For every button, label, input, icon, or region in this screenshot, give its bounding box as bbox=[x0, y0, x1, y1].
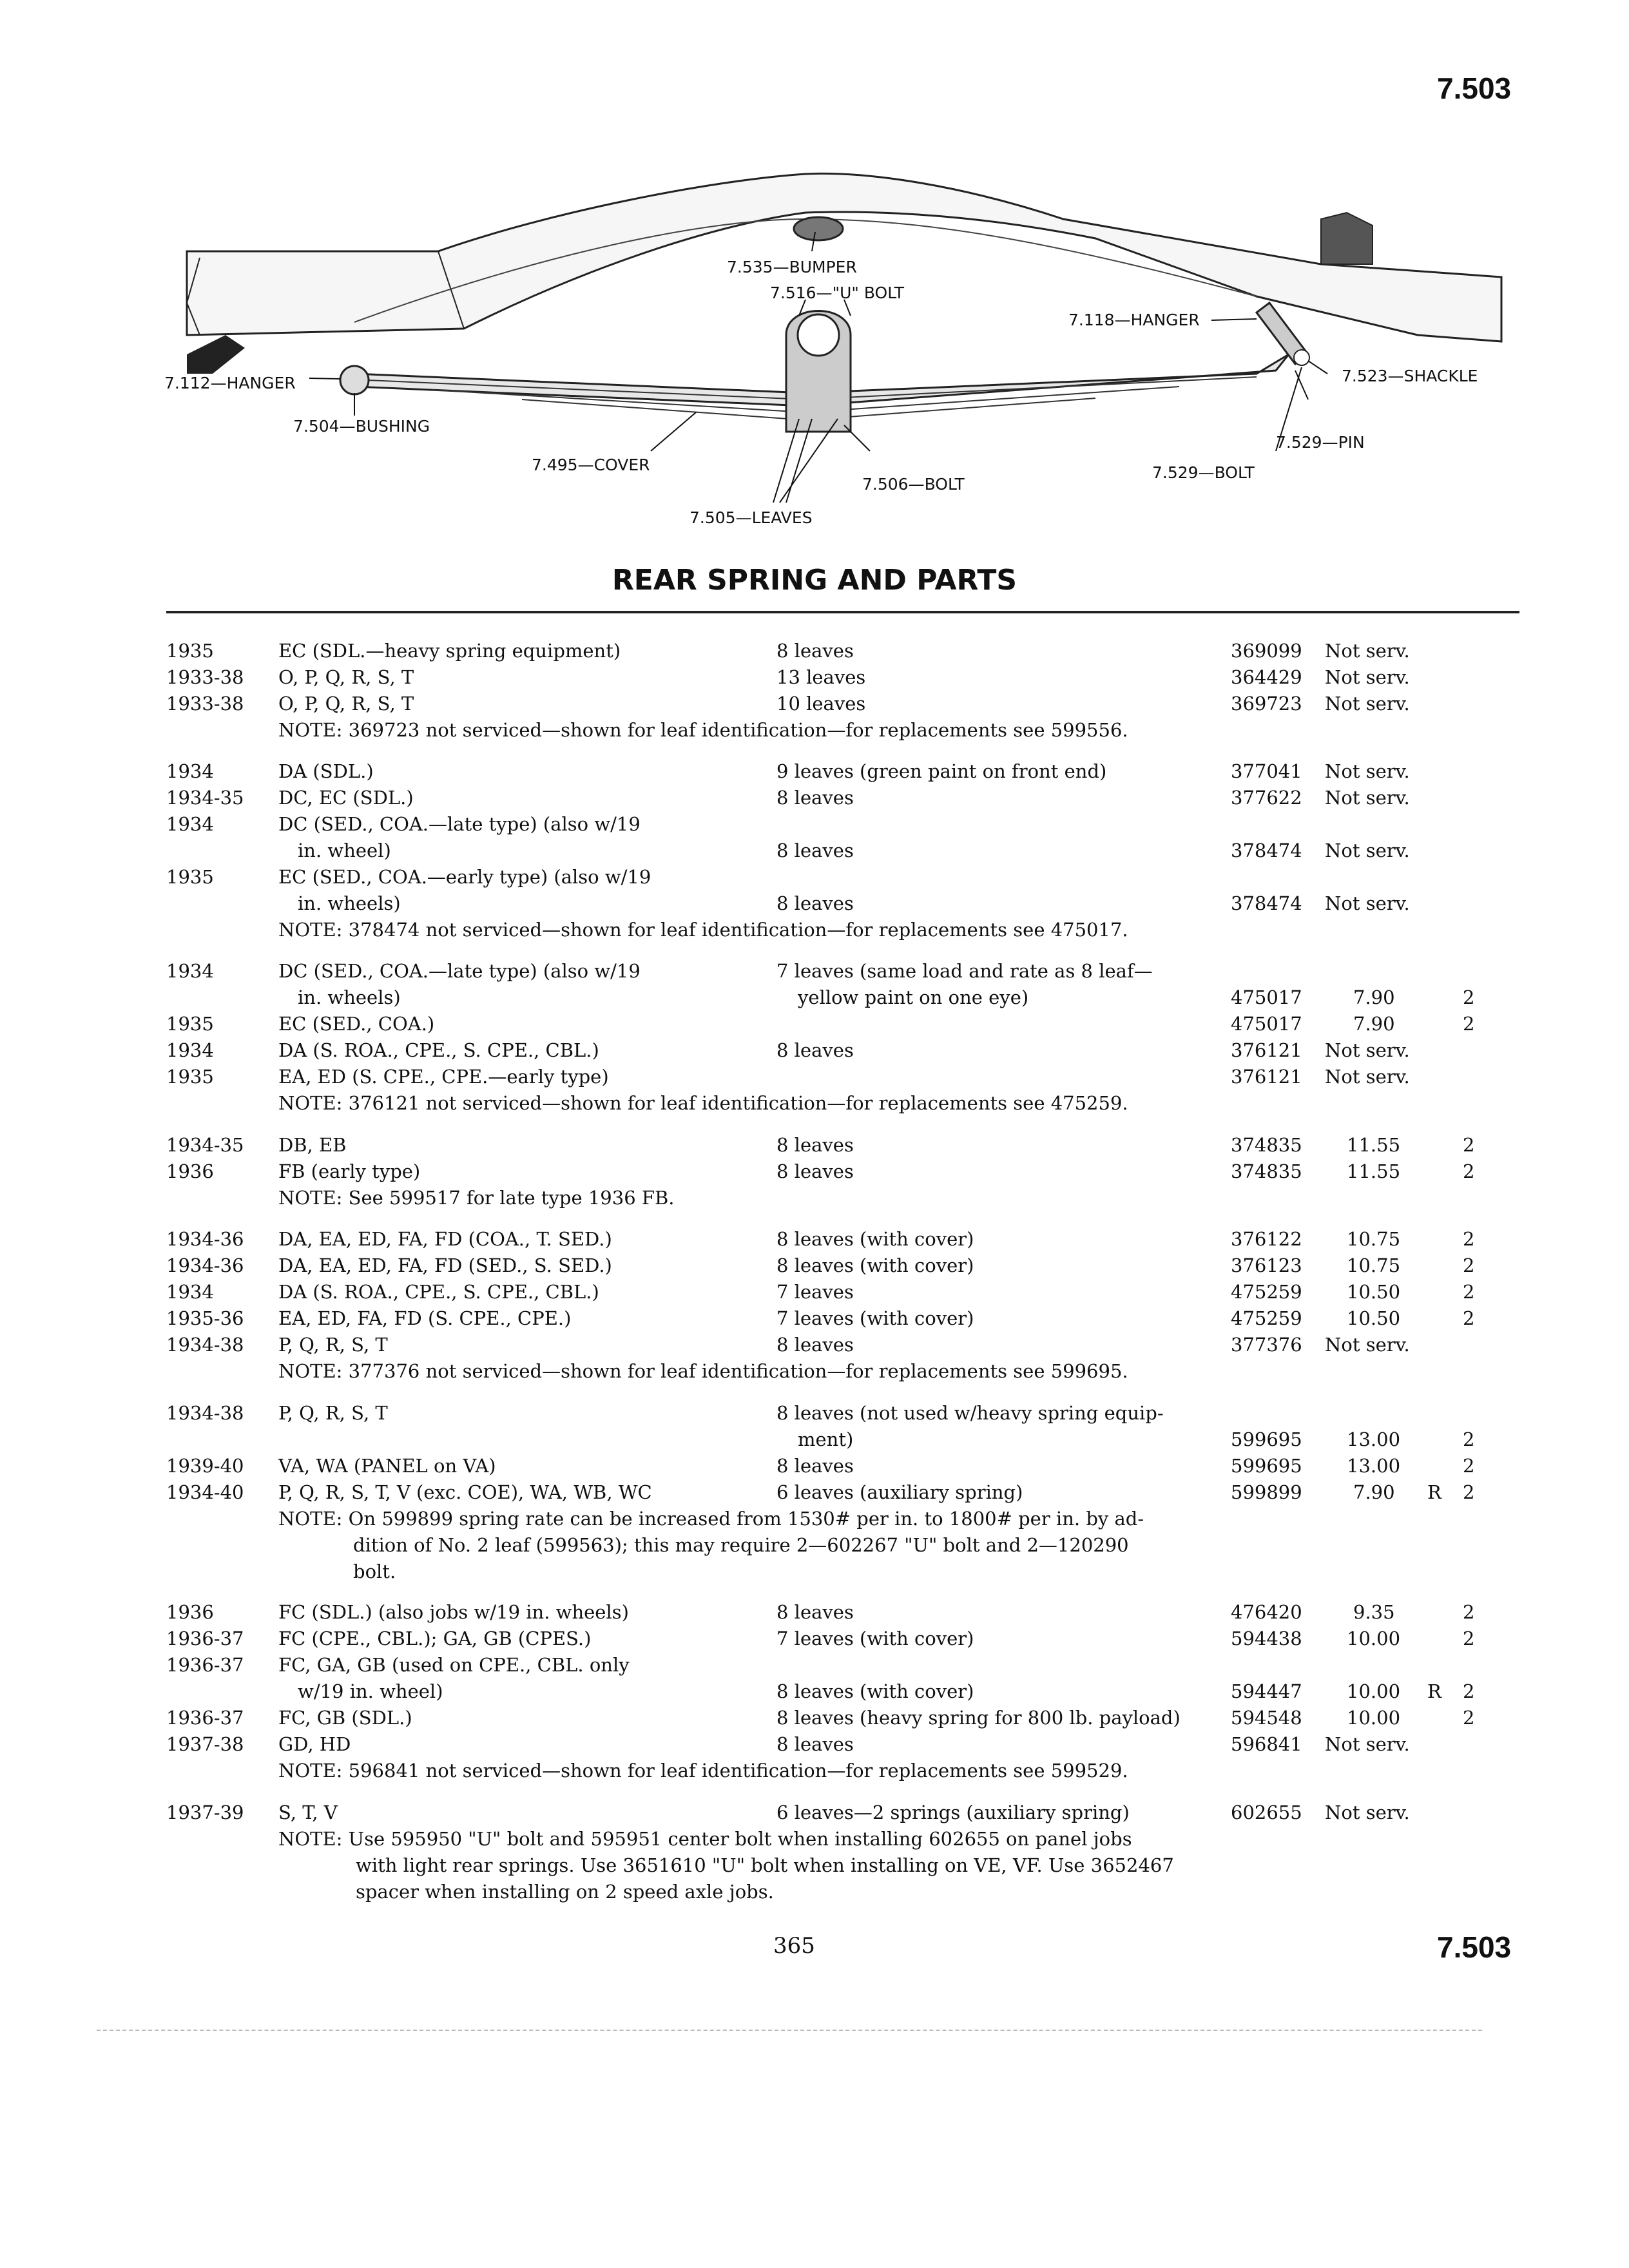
model-cell: w/19 in. wheel) bbox=[298, 1680, 443, 1702]
bushing-shape bbox=[340, 366, 369, 394]
note-text: NOTE: 369723 not serviced—shown for leaf identification—for replacements see 599556. bbox=[278, 719, 1128, 741]
part-number-cell: 475259 bbox=[1231, 1307, 1302, 1329]
label-leaves: 7.505—LEAVES bbox=[689, 508, 813, 527]
part-number-cell: 376121 bbox=[1231, 1039, 1302, 1061]
part-number-cell: 594438 bbox=[1231, 1628, 1302, 1649]
part-number-cell: 476420 bbox=[1231, 1601, 1302, 1623]
table-row bbox=[0, 813, 1629, 840]
r-cell: R bbox=[1427, 1680, 1441, 1702]
leaves-cell: 8 leaves bbox=[776, 640, 854, 662]
table-row bbox=[0, 960, 1629, 987]
label-pin: 7.529—PIN bbox=[1276, 433, 1365, 452]
year-cell: 1935 bbox=[166, 1013, 214, 1035]
qty-cell: 2 bbox=[1463, 986, 1475, 1008]
note-text: dition of No. 2 leaf (599563); this may require 2—602267 "U" bolt and 2—120290 bbox=[353, 1534, 1129, 1556]
year-cell: 1936-37 bbox=[166, 1707, 244, 1729]
leaves-cell: ment) bbox=[798, 1428, 854, 1450]
note-text: bolt. bbox=[353, 1561, 396, 1582]
model-cell: O, P, Q, R, S, T bbox=[278, 693, 414, 715]
rear-spring-diagram bbox=[161, 142, 1547, 554]
part-number-cell: 378474 bbox=[1231, 892, 1302, 914]
price-cell: Not serv. bbox=[1325, 1066, 1410, 1088]
leaves-cell: 8 leaves bbox=[776, 1455, 854, 1477]
table-row bbox=[0, 840, 1629, 867]
leaves-cell: 8 leaves bbox=[776, 787, 854, 809]
table-row bbox=[0, 1428, 1629, 1456]
model-cell: EA, ED (S. CPE., CPE.—early type) bbox=[278, 1066, 609, 1088]
leaves-cell: 8 leaves (with cover) bbox=[776, 1254, 974, 1276]
note-text: spacer when installing on 2 speed axle jobs. bbox=[356, 1881, 774, 1903]
year-cell: 1935-36 bbox=[166, 1307, 244, 1329]
table-row bbox=[0, 1455, 1629, 1482]
qty-cell: 2 bbox=[1463, 1707, 1475, 1729]
price-cell: 10.00 bbox=[1347, 1628, 1401, 1649]
table-row bbox=[0, 1228, 1629, 1255]
table-row bbox=[0, 693, 1629, 720]
price-cell: 7.90 bbox=[1353, 1013, 1395, 1035]
year-cell: 1934-35 bbox=[166, 1134, 244, 1156]
table-row bbox=[0, 1307, 1629, 1334]
part-number-cell: 369099 bbox=[1231, 640, 1302, 662]
model-cell: EC (SED., COA.) bbox=[278, 1013, 435, 1035]
model-cell: EA, ED, FA, FD (S. CPE., CPE.) bbox=[278, 1307, 572, 1329]
year-cell: 1935 bbox=[166, 866, 214, 888]
leaves-cell: 8 leaves bbox=[776, 1601, 854, 1623]
note-text: with light rear springs. Use 3651610 "U" bolt when installing on VE, VF. Use 3652467 bbox=[356, 1854, 1174, 1876]
leaves-cell: 8 leaves bbox=[776, 1039, 854, 1061]
table-row bbox=[0, 1334, 1629, 1361]
year-cell: 1934 bbox=[166, 1039, 214, 1061]
label-bushing: 7.504—BUSHING bbox=[293, 417, 430, 436]
table-row bbox=[0, 1601, 1629, 1628]
model-cell: DA, EA, ED, FA, FD (COA., T. SED.) bbox=[278, 1228, 612, 1250]
part-number-cell: 377376 bbox=[1231, 1334, 1302, 1356]
table-row bbox=[0, 640, 1629, 667]
year-cell: 1936 bbox=[166, 1160, 214, 1182]
price-cell: Not serv. bbox=[1325, 1802, 1410, 1823]
part-number-cell: 599899 bbox=[1231, 1481, 1302, 1503]
table-row bbox=[0, 1402, 1629, 1429]
table-row bbox=[0, 986, 1629, 1014]
price-cell: 10.50 bbox=[1347, 1281, 1401, 1303]
r-cell: R bbox=[1427, 1481, 1441, 1503]
qty-cell: 2 bbox=[1463, 1228, 1475, 1250]
price-cell: 10.00 bbox=[1347, 1707, 1401, 1729]
year-cell: 1934 bbox=[166, 760, 214, 782]
table-row bbox=[0, 892, 1629, 919]
model-cell: GD, HD bbox=[278, 1733, 351, 1755]
year-cell: 1934-40 bbox=[166, 1481, 244, 1503]
note-text: NOTE: Use 595950 "U" bolt and 595951 center bolt when installing 602655 on panel jobs bbox=[278, 1828, 1132, 1850]
label-shackle: 7.523—SHACKLE bbox=[1342, 367, 1478, 385]
year-cell: 1934-36 bbox=[166, 1228, 244, 1250]
model-cell: DA (SDL.) bbox=[278, 760, 374, 782]
table-row bbox=[0, 1733, 1629, 1760]
part-number-cell: 596841 bbox=[1231, 1733, 1302, 1755]
part-number-cell: 377041 bbox=[1231, 760, 1302, 782]
year-cell: 1934-35 bbox=[166, 787, 244, 809]
leaves-cell: 8 leaves bbox=[776, 1334, 854, 1356]
leaves-cell: 8 leaves bbox=[776, 1134, 854, 1156]
qty-cell: 2 bbox=[1463, 1481, 1475, 1503]
part-number-cell: 594548 bbox=[1231, 1707, 1302, 1729]
table-row bbox=[0, 760, 1629, 787]
model-cell: DA, EA, ED, FA, FD (SED., S. SED.) bbox=[278, 1254, 612, 1276]
table-row bbox=[0, 1066, 1629, 1093]
leaves-cell: 7 leaves (same load and rate as 8 leaf— bbox=[776, 960, 1153, 982]
table-row bbox=[0, 1628, 1629, 1655]
price-cell: 10.75 bbox=[1347, 1228, 1401, 1250]
model-cell: DA (S. ROA., CPE., S. CPE., CBL.) bbox=[278, 1039, 599, 1061]
leaves-cell: 10 leaves bbox=[776, 693, 866, 715]
price-cell: 7.90 bbox=[1353, 986, 1395, 1008]
year-cell: 1935 bbox=[166, 640, 214, 662]
note-text: NOTE: See 599517 for late type 1936 FB. bbox=[278, 1187, 675, 1209]
qty-cell: 2 bbox=[1463, 1134, 1475, 1156]
label-hanger-right: 7.118—HANGER bbox=[1068, 311, 1200, 329]
price-cell: 11.55 bbox=[1347, 1160, 1401, 1182]
price-cell: 11.55 bbox=[1347, 1134, 1401, 1156]
price-cell: 10.50 bbox=[1347, 1307, 1401, 1329]
model-cell: FB (early type) bbox=[278, 1160, 421, 1182]
table-row bbox=[0, 1013, 1629, 1040]
leaves-cell: 8 leaves (with cover) bbox=[776, 1680, 974, 1702]
model-cell: in. wheels) bbox=[298, 892, 401, 914]
year-cell: 1933-38 bbox=[166, 693, 244, 715]
year-cell: 1935 bbox=[166, 1066, 214, 1088]
year-cell: 1936-37 bbox=[166, 1628, 244, 1649]
label-bolt-right: 7.529—BOLT bbox=[1152, 463, 1255, 482]
model-cell: FC, GA, GB (used on CPE., CBL. only bbox=[278, 1654, 630, 1676]
model-cell: O, P, Q, R, S, T bbox=[278, 666, 414, 688]
leaves-cell: 8 leaves bbox=[776, 1160, 854, 1182]
model-cell: EC (SDL.—heavy spring equipment) bbox=[278, 640, 621, 662]
year-cell: 1933-38 bbox=[166, 666, 244, 688]
part-number-cell: 475017 bbox=[1231, 1013, 1302, 1035]
model-cell: FC (SDL.) (also jobs w/19 in. wheels) bbox=[278, 1601, 629, 1623]
price-cell: Not serv. bbox=[1325, 892, 1410, 914]
leaves-cell: 8 leaves bbox=[776, 840, 854, 861]
price-cell: Not serv. bbox=[1325, 693, 1410, 715]
price-cell: Not serv. bbox=[1325, 840, 1410, 861]
part-number-cell: 475259 bbox=[1231, 1281, 1302, 1303]
model-cell: P, Q, R, S, T bbox=[278, 1402, 388, 1424]
left-hanger-shape bbox=[187, 335, 245, 374]
part-number-cell: 594447 bbox=[1231, 1680, 1302, 1702]
model-cell: DA (S. ROA., CPE., S. CPE., CBL.) bbox=[278, 1281, 599, 1303]
year-cell: 1934 bbox=[166, 813, 214, 835]
table-row bbox=[0, 1254, 1629, 1282]
price-cell: Not serv. bbox=[1325, 787, 1410, 809]
table-row bbox=[0, 1802, 1629, 1829]
title-rule bbox=[166, 611, 1519, 613]
qty-cell: 2 bbox=[1463, 1281, 1475, 1303]
leaves-cell: 8 leaves (heavy spring for 800 lb. payload) bbox=[776, 1707, 1181, 1729]
part-number-cell: 602655 bbox=[1231, 1802, 1302, 1823]
model-cell: DC, EC (SDL.) bbox=[278, 787, 414, 809]
label-bumper: 7.535—BUMPER bbox=[727, 258, 857, 276]
part-number-cell: 376123 bbox=[1231, 1254, 1302, 1276]
table-row bbox=[0, 1134, 1629, 1161]
price-cell: 10.75 bbox=[1347, 1254, 1401, 1276]
qty-cell: 2 bbox=[1463, 1428, 1475, 1450]
leaves-cell: 7 leaves (with cover) bbox=[776, 1628, 974, 1649]
page-title: REAR SPRING AND PARTS bbox=[612, 564, 1017, 597]
qty-cell: 2 bbox=[1463, 1680, 1475, 1702]
year-cell: 1936 bbox=[166, 1601, 214, 1623]
qty-cell: 2 bbox=[1463, 1628, 1475, 1649]
year-cell: 1937-39 bbox=[166, 1802, 244, 1823]
leaves-cell: 8 leaves bbox=[776, 892, 854, 914]
year-cell: 1936-37 bbox=[166, 1654, 244, 1676]
note-text: NOTE: 596841 not serviced—shown for leaf identification—for replacements see 599529. bbox=[278, 1760, 1128, 1782]
table-row bbox=[0, 1680, 1629, 1707]
leaves-cell: 8 leaves bbox=[776, 1733, 854, 1755]
model-cell: DB, EB bbox=[278, 1134, 347, 1156]
model-cell: VA, WA (PANEL on VA) bbox=[278, 1455, 496, 1477]
price-cell: Not serv. bbox=[1325, 1733, 1410, 1755]
qty-cell: 2 bbox=[1463, 1254, 1475, 1276]
leaves-cell: 8 leaves (not used w/heavy spring equip- bbox=[776, 1402, 1164, 1424]
part-number-cell: 475017 bbox=[1231, 986, 1302, 1008]
bumper-shape bbox=[794, 217, 843, 240]
model-cell: FC, GB (SDL.) bbox=[278, 1707, 412, 1729]
qty-cell: 2 bbox=[1463, 1307, 1475, 1329]
year-cell: 1934-38 bbox=[166, 1402, 244, 1424]
leaves-cell: 13 leaves bbox=[776, 666, 866, 688]
leaves-cell: 7 leaves (with cover) bbox=[776, 1307, 974, 1329]
table-row bbox=[0, 1160, 1629, 1187]
model-cell: DC (SED., COA.—late type) (also w/19 bbox=[278, 960, 641, 982]
part-number-cell: 378474 bbox=[1231, 840, 1302, 861]
price-cell: Not serv. bbox=[1325, 760, 1410, 782]
year-cell: 1934-38 bbox=[166, 1334, 244, 1356]
note-text: NOTE: 377376 not serviced—shown for leaf identification—for replacements see 599695. bbox=[278, 1360, 1128, 1382]
price-cell: Not serv. bbox=[1325, 640, 1410, 662]
table-row bbox=[0, 1039, 1629, 1066]
leaves-cell: yellow paint on one eye) bbox=[798, 986, 1029, 1008]
qty-cell: 2 bbox=[1463, 1455, 1475, 1477]
part-number-cell: 599695 bbox=[1231, 1455, 1302, 1477]
leaves-cell: 6 leaves (auxiliary spring) bbox=[776, 1481, 1023, 1503]
model-cell: P, Q, R, S, T bbox=[278, 1334, 388, 1356]
part-number-cell: 599695 bbox=[1231, 1428, 1302, 1450]
year-cell: 1939-40 bbox=[166, 1455, 244, 1477]
table-row bbox=[0, 666, 1629, 693]
label-cover: 7.495—COVER bbox=[532, 456, 650, 474]
footer-rule bbox=[97, 2030, 1482, 2031]
table-row bbox=[0, 1481, 1629, 1508]
price-cell: 10.00 bbox=[1347, 1680, 1401, 1702]
year-cell: 1937-38 bbox=[166, 1733, 244, 1755]
price-cell: Not serv. bbox=[1325, 1039, 1410, 1061]
note-text: NOTE: 376121 not serviced—shown for leaf identification—for replacements see 475259. bbox=[278, 1092, 1128, 1114]
price-cell: 13.00 bbox=[1347, 1455, 1401, 1477]
part-number-cell: 376121 bbox=[1231, 1066, 1302, 1088]
year-cell: 1934-36 bbox=[166, 1254, 244, 1276]
page-code-bottom: 7.503 bbox=[1437, 1930, 1512, 1964]
price-cell: 13.00 bbox=[1347, 1428, 1401, 1450]
leaves-cell: 8 leaves (with cover) bbox=[776, 1228, 974, 1250]
part-number-cell: 369723 bbox=[1231, 693, 1302, 715]
part-number-cell: 364429 bbox=[1231, 666, 1302, 688]
table-row bbox=[0, 1654, 1629, 1681]
table-row bbox=[0, 866, 1629, 893]
part-number-cell: 374835 bbox=[1231, 1160, 1302, 1182]
label-u-bolt: 7.516—"U" BOLT bbox=[770, 284, 904, 302]
page-number: 365 bbox=[773, 1933, 815, 1959]
part-number-cell: 377622 bbox=[1231, 787, 1302, 809]
label-center-bolt: 7.506—BOLT bbox=[862, 475, 965, 494]
part-number-cell: 374835 bbox=[1231, 1134, 1302, 1156]
qty-cell: 2 bbox=[1463, 1013, 1475, 1035]
leaves-cell: 6 leaves—2 springs (auxiliary spring) bbox=[776, 1802, 1130, 1823]
note-text: NOTE: On 599899 spring rate can be increased from 1530# per in. to 1800# per in. by ad- bbox=[278, 1508, 1144, 1530]
model-cell: EC (SED., COA.—early type) (also w/19 bbox=[278, 866, 651, 888]
table-row bbox=[0, 787, 1629, 814]
price-cell: Not serv. bbox=[1325, 666, 1410, 688]
model-cell: in. wheels) bbox=[298, 986, 401, 1008]
label-hanger-left: 7.112—HANGER bbox=[164, 374, 296, 392]
model-cell: P, Q, R, S, T, V (exc. COE), WA, WB, WC bbox=[278, 1481, 652, 1503]
table-row bbox=[0, 1281, 1629, 1308]
leaves-cell: 7 leaves bbox=[776, 1281, 854, 1303]
year-cell: 1934 bbox=[166, 960, 214, 982]
page-code-top: 7.503 bbox=[1437, 72, 1512, 105]
price-cell: Not serv. bbox=[1325, 1334, 1410, 1356]
year-cell: 1934 bbox=[166, 1281, 214, 1303]
model-cell: S, T, V bbox=[278, 1802, 338, 1823]
note-text: NOTE: 378474 not serviced—shown for leaf identification—for replacements see 475017. bbox=[278, 919, 1128, 941]
model-cell: in. wheel) bbox=[298, 840, 391, 861]
model-cell: DC (SED., COA.—late type) (also w/19 bbox=[278, 813, 641, 835]
leaves-cell: 9 leaves (green paint on front end) bbox=[776, 760, 1107, 782]
price-cell: 7.90 bbox=[1353, 1481, 1395, 1503]
qty-cell: 2 bbox=[1463, 1601, 1475, 1623]
model-cell: FC (CPE., CBL.); GA, GB (CPES.) bbox=[278, 1628, 592, 1649]
price-cell: 9.35 bbox=[1353, 1601, 1395, 1623]
table-row bbox=[0, 1707, 1629, 1734]
part-number-cell: 376122 bbox=[1231, 1228, 1302, 1250]
qty-cell: 2 bbox=[1463, 1160, 1475, 1182]
